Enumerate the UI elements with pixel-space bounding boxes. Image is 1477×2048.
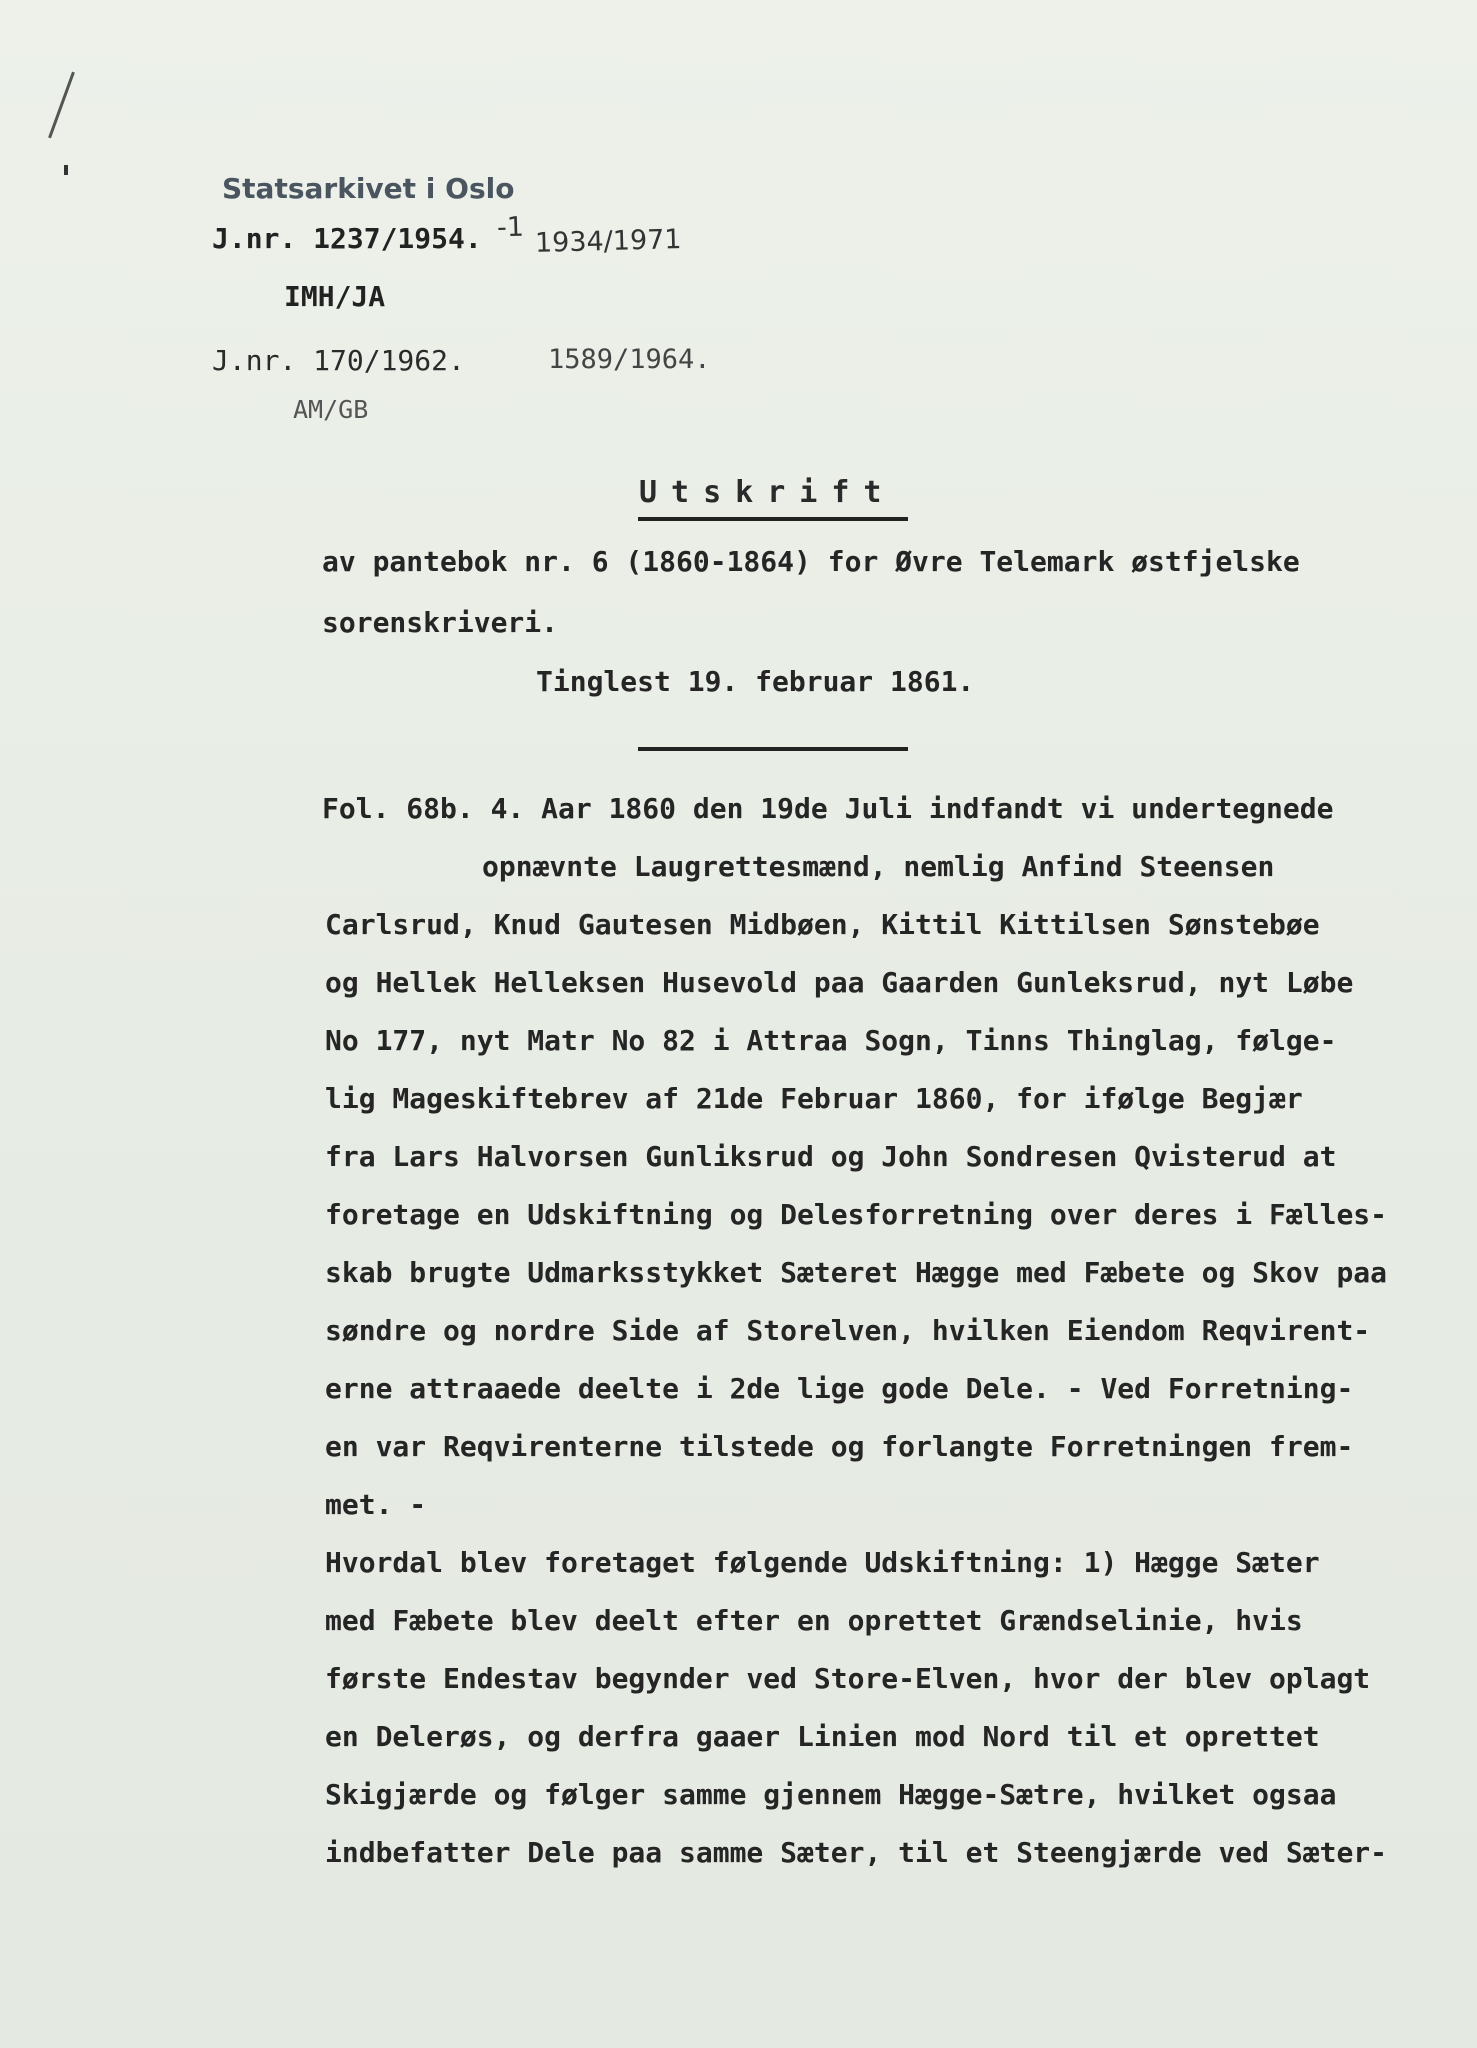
journal-number-1-hand-number: 1934/1971	[534, 224, 682, 259]
subtitle-line-1: av pantebok nr. 6 (1860-1864) for Øvre Telemark østfjelske	[322, 545, 1300, 578]
body-line-3: Carlsrud, Knud Gautesen Midbøen, Kittil Kittilsen Sønstebøe	[325, 908, 1320, 941]
body-line-4: og Hellek Helleksen Husevold paa Gaarden Gunleksrud, nyt Løbe	[325, 966, 1354, 999]
body-line-18: Skigjærde og følger samme gjennem Hægge-Sætre, hvilket ogsaa	[325, 1778, 1337, 1811]
body-line-8: foretage en Udskiftning og Delesforretning over deres i Fælles-	[325, 1198, 1388, 1231]
body-line-7: fra Lars Halvorsen Gunliksrud og John Sondresen Qvisterud at	[325, 1140, 1337, 1173]
tinglest-date: Tinglest 19. februar 1861.	[536, 665, 975, 698]
body-line-6: lig Mageskiftebrev af 21de Februar 1860, for ifølge Begjær	[325, 1082, 1303, 1115]
margin-mark-dot	[64, 165, 68, 175]
section-divider	[638, 747, 908, 751]
body-line-15: med Fæbete blev deelt efter en oprettet Grændselinie, hvis	[325, 1604, 1303, 1637]
body-line-19: indbefatter Dele paa samme Sæter, til et Steengjærde ved Sæter-	[325, 1836, 1388, 1869]
document-title: Utskrift	[639, 475, 896, 510]
body-line-17: en Delerøs, og derfra gaaer Linien mod Nord til et oprettet	[325, 1720, 1320, 1753]
body-line-12: en var Reqvirenterne tilstede og forlangte Forretningen frem-	[325, 1430, 1354, 1463]
journal-number-2-number: 1589/1964.	[548, 344, 711, 375]
title-underline	[638, 517, 908, 521]
initials-1: IMH/JA	[284, 280, 386, 313]
body-line-2: opnævnte Laugrettesmænd, nemlig Anfind Steensen	[482, 850, 1275, 883]
journal-number-1-hand-suffix: -1	[496, 211, 525, 244]
body-line-5: No 177, nyt Matr No 82 i Attraa Sogn, Tinns Thinglag, følge-	[325, 1024, 1337, 1057]
body-line-1: Fol. 68b. 4. Aar 1860 den 19de Juli indfandt vi undertegnede	[322, 792, 1334, 825]
body-line-14: Hvordal blev foretaget følgende Udskiftning: 1) Hægge Sæter	[325, 1546, 1320, 1579]
journal-number-1: J.nr. 1237/1954.	[212, 222, 482, 255]
subtitle-line-2: sorenskriveri.	[322, 606, 559, 639]
margin-mark	[48, 72, 75, 139]
body-line-9: skab brugte Udmarksstykket Sæteret Hægge med Fæbete og Skov paa	[325, 1256, 1388, 1289]
body-line-10: søndre og nordre Side af Storelven, hvilken Eiendom Reqvirent-	[325, 1314, 1371, 1347]
body-line-16: første Endestav begynder ved Store-Elven, hvor der blev oplagt	[325, 1662, 1371, 1695]
body-line-13: met. -	[325, 1488, 427, 1521]
journal-number-2: J.nr. 170/1962.	[212, 344, 465, 377]
archive-stamp: Statsarkivet i Oslo	[222, 172, 515, 205]
initials-2: AM/GB	[293, 395, 369, 424]
body-line-11: erne attraaede deelte i 2de lige gode Dele. - Ved Forretning-	[325, 1372, 1354, 1405]
